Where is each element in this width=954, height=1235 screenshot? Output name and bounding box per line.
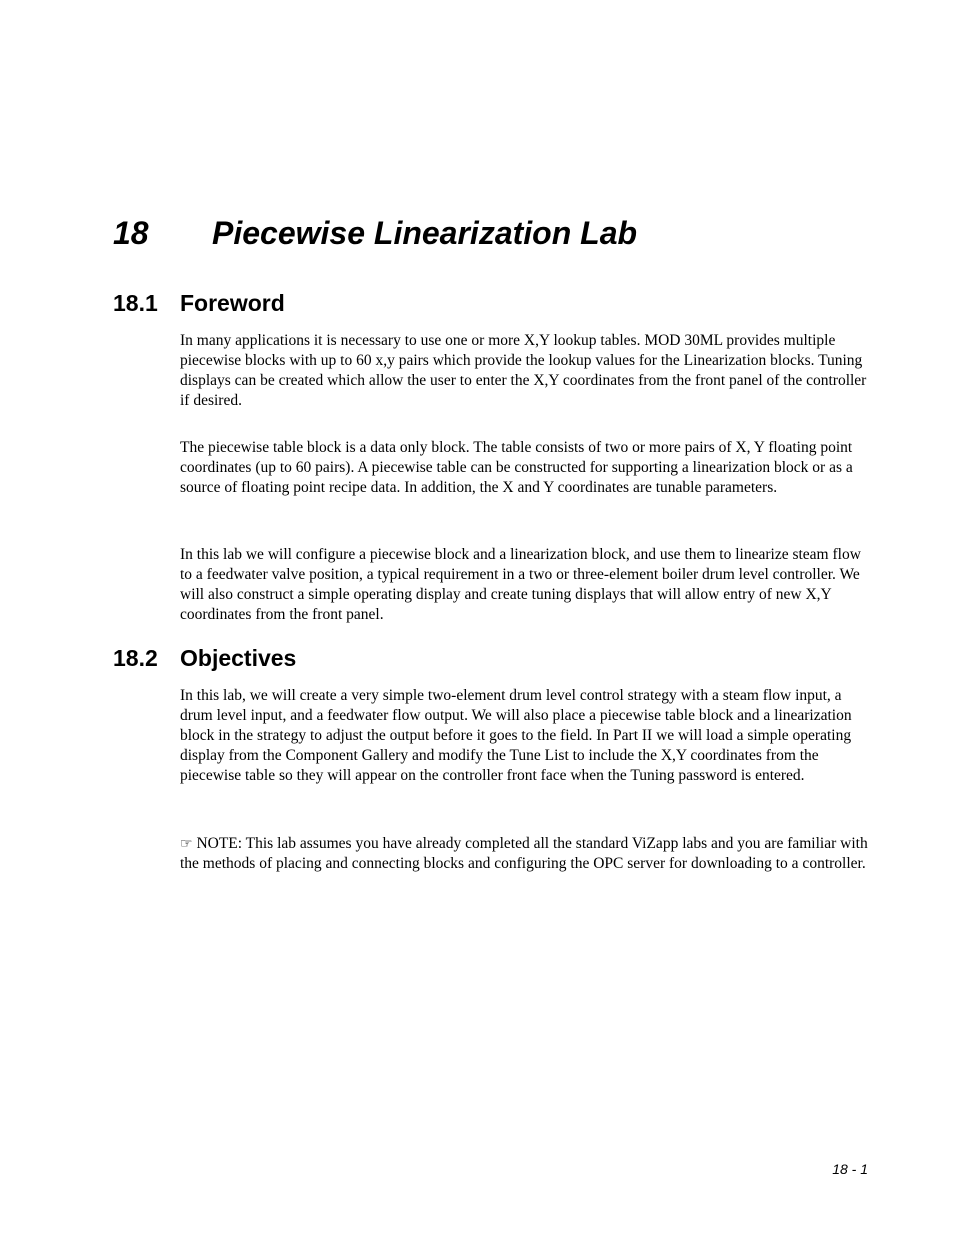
- foreword-paragraph-3: In this lab we will configure a piecewise block and a linearization block, and use them to linearize steam flow to a feedwater valve position, a typical requirement in a two or three-element boiler drum level controller. We will also construct a simple operating display and create tuning displays that will allow entry of new X,Y coordinates from the front panel.: [180, 546, 861, 623]
- objectives-paragraph-1: In this lab, we will create a very simple two-element drum level control strategy with a steam flow input, a drum level input, and a feedwater flow output. We will also place a piecewise table block and a linearization block in the strategy to adjust the output before it goes to the field. In Part II we will load a simple operating display from the Component Gallery and modify the Tune List to include the X,Y coordinates from the piecewise table so they will appear on the controller front face when the Tuning password is entered.: [180, 687, 852, 784]
- pointing-hand-icon: ☞: [180, 836, 193, 852]
- foreword-paragraph-2: The piecewise table block is a data only block. The table consists of two or more pairs of X, Y floating point coordinates (up to 60 pairs). A piecewise table can be constructed for supporting a linearization block or as a source of floating point recipe data. In addition, the X and Y coordinates are tunable parameters.: [180, 439, 853, 496]
- note-paragraph: [180, 834, 872, 874]
- chapter-heading: [113, 208, 873, 258]
- section-title: Objectives: [180, 645, 297, 671]
- section-title: Foreword: [180, 290, 285, 316]
- chapter-title: Piecewise Linearization Lab: [212, 215, 638, 251]
- foreword-paragraph-1: In many applications it is necessary to use one or more X,Y lookup tables. MOD 30ML provides multiple piecewise blocks with up to 60 x,y pairs which provide the lookup values for the Linearization blocks. Tuning displays can be created which allow the user to enter the X,Y coordinates from the front panel of the controller if desired.: [180, 332, 867, 409]
- section-number: 18.1: [113, 290, 158, 316]
- chapter-number: 18: [113, 215, 149, 251]
- section-heading-foreword: [113, 287, 873, 319]
- section-number: 18.2: [113, 645, 158, 671]
- note-text: NOTE: This lab assumes you have already completed all the standard ViZapp labs and you are familiar with the methods of placing and connecting blocks and configuring the OPC server for downloading to a controller.: [180, 835, 868, 872]
- section-heading-objectives: [113, 642, 873, 674]
- page-number: 18 - 1: [832, 1161, 868, 1177]
